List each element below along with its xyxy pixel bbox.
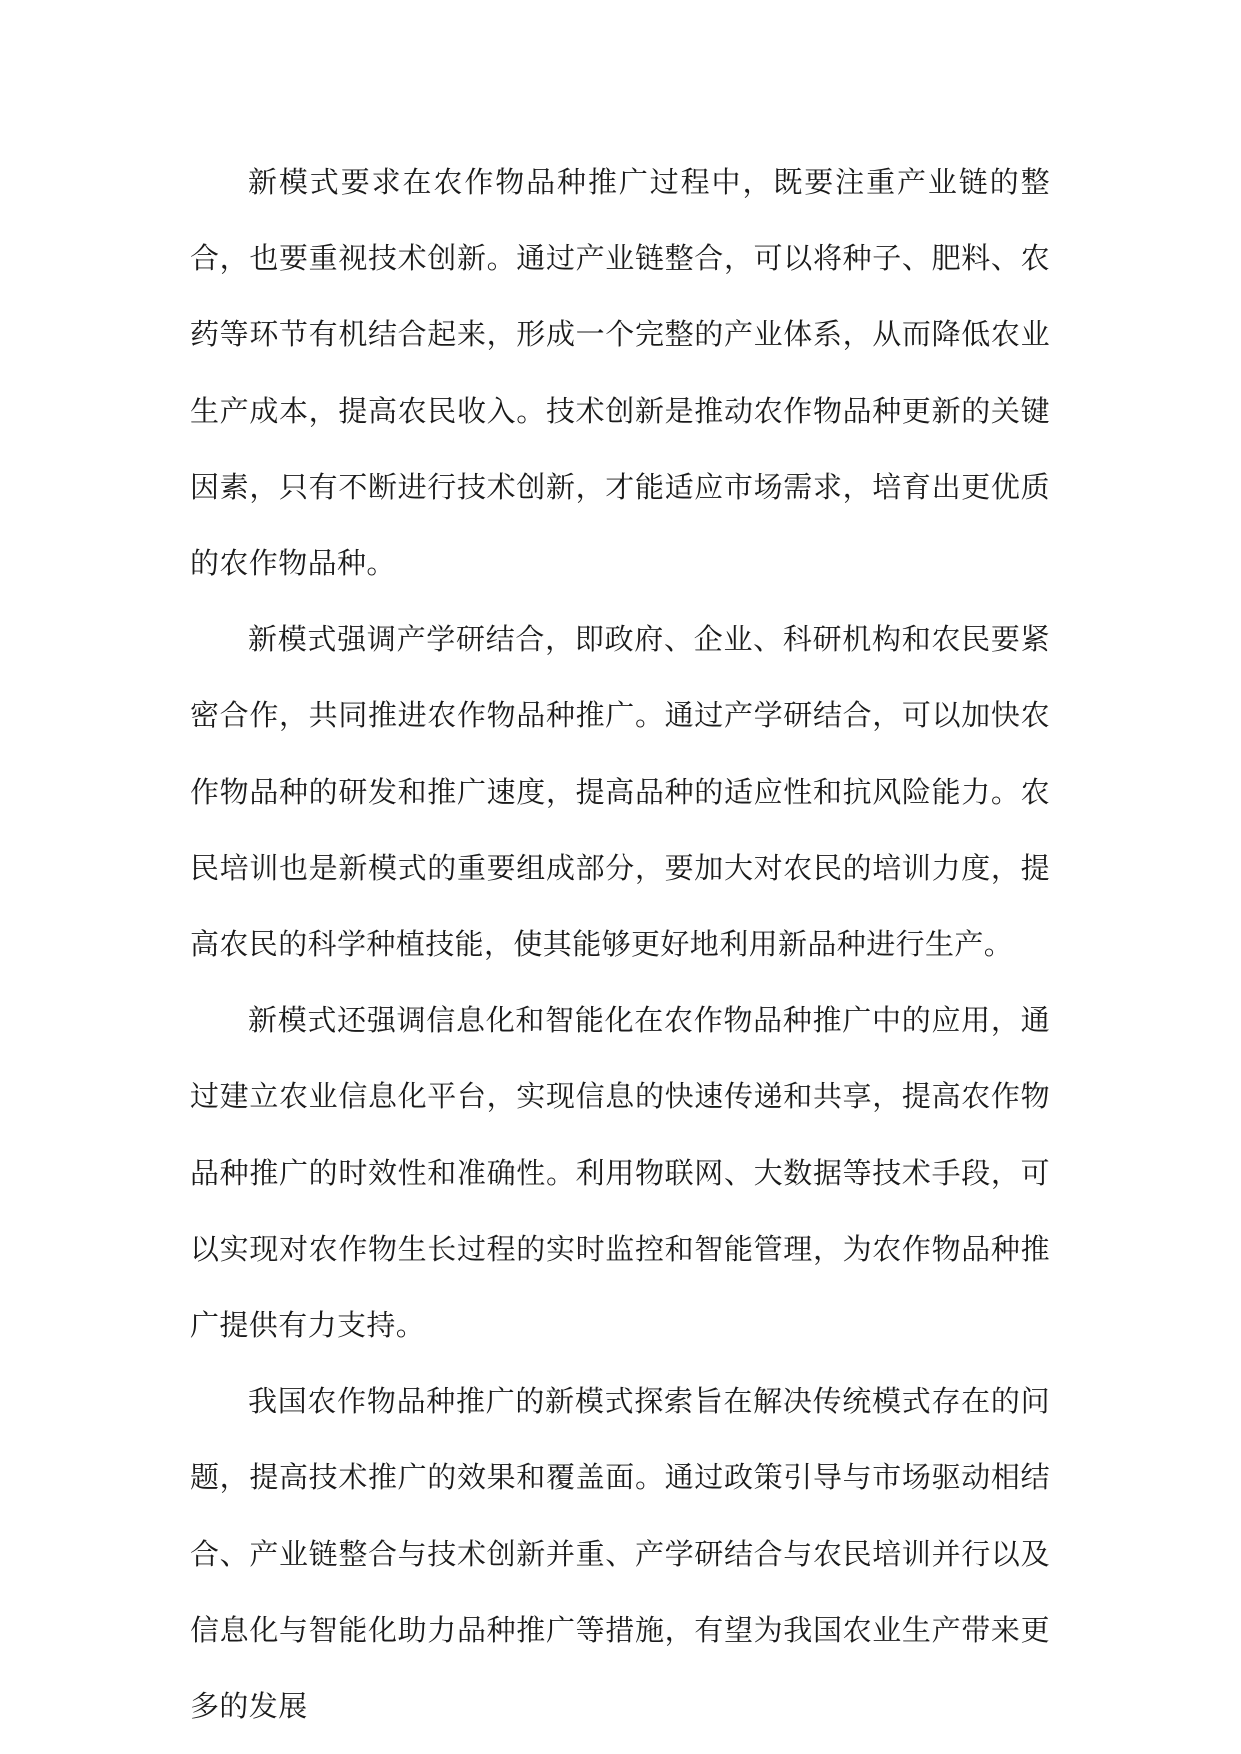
paragraph-informatization: 新模式还强调信息化和智能化在农作物品种推广中的应用，通过建立农业信息化平台，实现信息的快速传递和共享，提高农作物品种推广的时效性和准确性。利用物联网、大数据等技术手段，可以实现对农作物生长过程的实时监控和智能管理，为农作物品种推广提供有力支持。 xyxy=(190,1003,1050,1343)
paragraph-industry-chain: 新模式要求在农作物品种推广过程中，既要注重产业链的整合，也要重视技术创新。通过产业链整合，可以将种子、肥料、农药等环节有机结合起来，形成一个完整的产业体系，从而降低农业生产成本，提高农民收入。技术创新是推动农作物品种更新的关键因素，只有不断进行技术创新，才能适应市场需求，培育出更优质的农作物品种。 xyxy=(190,165,1050,581)
document-page xyxy=(190,144,1050,1744)
paragraph-summary: 我国农作物品种推广的新模式探索旨在解决传统模式存在的问题，提高技术推广的效果和覆盖面。通过政策引导与市场驱动相结合、产业链整合与技术创新并重、产学研结合与农民培训并行以及信息化与智能化助力品种推广等措施，有望为我国农业生产带来更多的发展 xyxy=(190,1384,1050,1724)
paragraph-industry-academia-research: 新模式强调产学研结合，即政府、企业、科研机构和农民要紧密合作，共同推进农作物品种推广。通过产学研结合，可以加快农作物品种的研发和推广速度，提高品种的适应性和抗风险能力。农民培训也是新模式的重要组成部分，要加大对农民的培训力度，提高农民的科学种植技能，使其能够更好地利用新品种进行生产。 xyxy=(190,622,1050,962)
